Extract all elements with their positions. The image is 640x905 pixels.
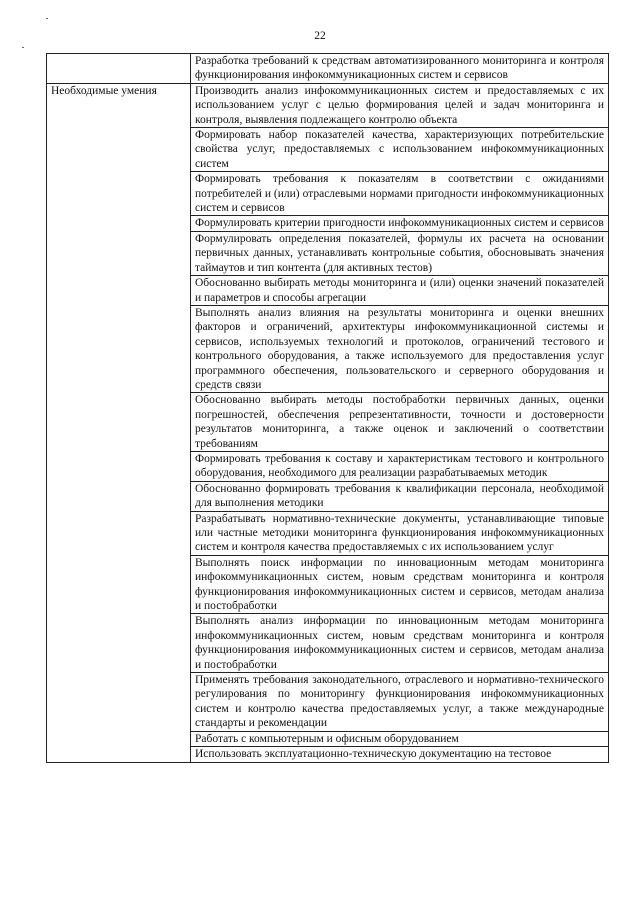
row-label: Необходимые умения [47, 83, 191, 762]
skill-item: Использовать эксплуатационно-техническую документацию на тестовое [195, 748, 552, 761]
skill-item: Применять требования законодательного, отраслевого и нормативно-технического регулирования по мониторингу функционирования инфокоммуникационных систем и контролю качества предоставляемых услуг, а также международные стандарты и рекомендации [191, 673, 608, 732]
skill-item: Обоснованно формировать требования к квалификации персонала, необходимой для выполнения методики [191, 482, 608, 512]
skill-item: Формировать требования к составу и характеристикам тестового и контрольного оборудования, необходимого для реализации разрабатываемых методик [191, 452, 608, 482]
row-text: Разработка требований к средствам автоматизированного мониторинга и контроля функционирования инфокоммуникационных систем и сервисов [191, 54, 609, 84]
skill-item: Производить анализ инфокоммуникационных систем и предоставляемых с их использованием услуг с целью формирования целей и задач мониторинга и контроля, выявления подлежащего контролю объекта [191, 84, 608, 128]
skill-item: Формулировать критерии пригодности инфокоммуникационных систем и сервисов [191, 216, 608, 231]
skill-item: Обоснованно выбирать методы мониторинга и (или) оценки значений показателей и параметров и способы агрегации [191, 276, 608, 306]
skill-item: Выполнять анализ информации по инновационным методам мониторинга инфокоммуникационных систем, новым средствам мониторинга и контроля функционирования инфокоммуникационных систем и сервисов, методам анализа и постобработки [191, 614, 608, 673]
skill-item: Формировать требования к показателям в соответствии с ожиданиями потребителей и (или) отраслевыми нормами пригодности инфокоммуникационных систем и сервисов [191, 172, 608, 216]
scan-speck [22, 47, 24, 48]
table-row [47, 54, 609, 84]
row-label [47, 54, 191, 84]
skill-item: Выполнять поиск информации по инновационным методам мониторинга инфокоммуникационных систем, новым средствам мониторинга и контроля функционирования инфокоммуникационных систем и сервисов, методам анализа и постобработки [191, 556, 608, 615]
skill-item: Разрабатывать нормативно-технические документы, устанавливающие типовые или частные методики мониторинга функционирования инфокоммуникационных систем и контроля качества предоставляемых с их использованием услуг [191, 512, 608, 556]
page-number: 22 [314, 30, 326, 42]
skills-list [191, 83, 609, 762]
requirements-table [46, 53, 609, 763]
scan-speck [46, 18, 48, 19]
skill-item: Формулировать определения показателей, формулы их расчета на основании первичных данных, устанавливать контрольные события, обосновывать значения таймаутов и тип контента (для активных тестов) [191, 232, 608, 276]
skill-item: Работать с компьютерным и офисным оборудованием [191, 732, 608, 747]
skill-item: Обоснованно выбирать методы постобработки первичных данных, оценки погрешностей, обеспечения репрезентативности, точности и достоверности результатов мониторинга, а также оценок и заключений о соответствии требованиям [191, 393, 608, 452]
skill-item: Выполнять анализ влияния на результаты мониторинга и оценки внешних факторов и ограничений, архитектуры инфокоммуникационной системы и сервисов, используемых технологий и протоколов, ограничений тестового и контрольного оборудования, а также используемого для предоставления услуг программного обеспечения, пользовательского и серверного оборудования и средств связи [191, 306, 608, 393]
skill-item: Формировать набор показателей качества, характеризующих потребительские свойства услуг, предоставляемых с использованием инфокоммуникационных систем [191, 128, 608, 172]
table-row [47, 83, 609, 762]
